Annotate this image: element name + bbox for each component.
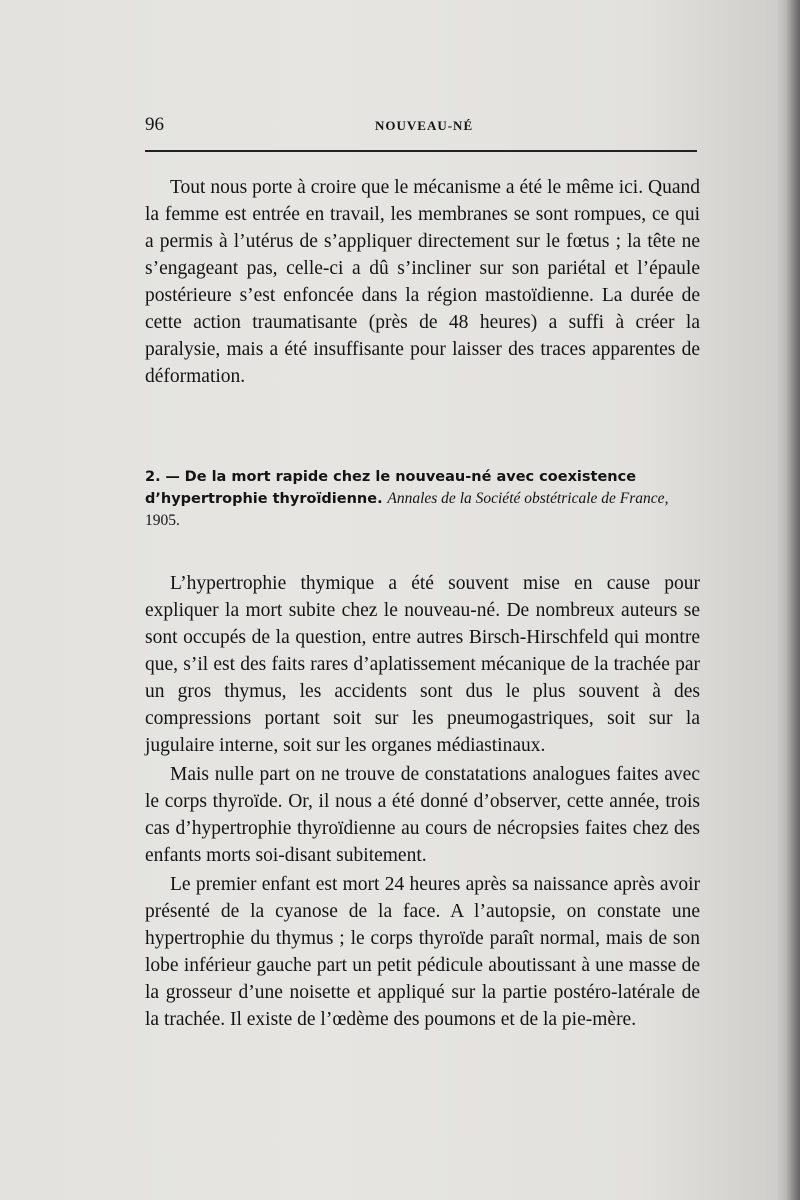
reference-source: Annales de la Société obstétricale de France, — [387, 490, 669, 507]
body-paragraph: Le premier enfant est mort 24 heures après sa naissance après avoir présenté de la cyanose de la face. A l’autopsie, on constate une hypertrophie du thymus ; le corps thyroïde paraît normal, mais de son lobe inférieur gauche part un petit pédicule aboutissant à une masse de la grosseur d’une noisette et appliqué sur la partie postéro-latérale de la trachée. Il existe de l’œdème des poumons et de la pie-mère. — [145, 874, 700, 1030]
intro-paragraph: Tout nous porte à croire que le mécanisme a été le même ici. Quand la femme est entrée en travail, les membranes se sont rompues, ce qui a permis à l’utérus de s’appliquer directement sur le fœtus ; la tête ne s’engageant pas, celle-ci a dû s’incliner sur son pariétal et l’épaule postérieure s’est enfoncée dans la région mastoïdienne. La durée de cette action traumatisante (près de 48 heures) a suffi à créer la paralysie, mais a été insuffisante pour laisser des traces apparentes de déformation. — [145, 177, 700, 387]
reference-title: De la mort rapide chez le nouveau-né avec coexistence d’hypertrophie thyroïdienne. — [145, 469, 637, 507]
running-title: NOUVEAU-NÉ — [375, 118, 474, 133]
reference-year: 1905. — [145, 512, 180, 529]
reference-dash: — — [165, 469, 180, 485]
page-edge-shadow — [786, 0, 800, 1200]
intro-text — [145, 174, 700, 390]
reference-number: 2. — [145, 469, 161, 485]
header-rule — [145, 150, 697, 152]
body-paragraph: Mais nulle part on ne trouve de constatations analogues faites avec le corps thyroïde. Or, il nous a été donné d’observer, cette année, trois cas d’hypertrophie thyroïdienne au cours de nécropsies faites chez des enfants morts soi-disant subitement. — [145, 764, 700, 866]
body-text — [145, 570, 700, 1033]
body-paragraph: L’hypertrophie thymique a été souvent mise en cause pour expliquer la mort subite chez le nouveau-né. De nombreux auteurs se sont occupés de la question, entre autres Birsch-Hirschfeld qui montre que, s’il est des faits rares d’aplatissement mécanique de la trachée par un gros thymus, les accidents sont dus le plus souvent à des compressions portant soit sur les pneumogastriques, soit sur la jugulaire interne, soit sur les organes médiastinaux. — [145, 573, 700, 756]
page-number: 96 — [145, 114, 164, 135]
page-header — [145, 112, 697, 142]
bibliographic-reference — [145, 466, 700, 531]
